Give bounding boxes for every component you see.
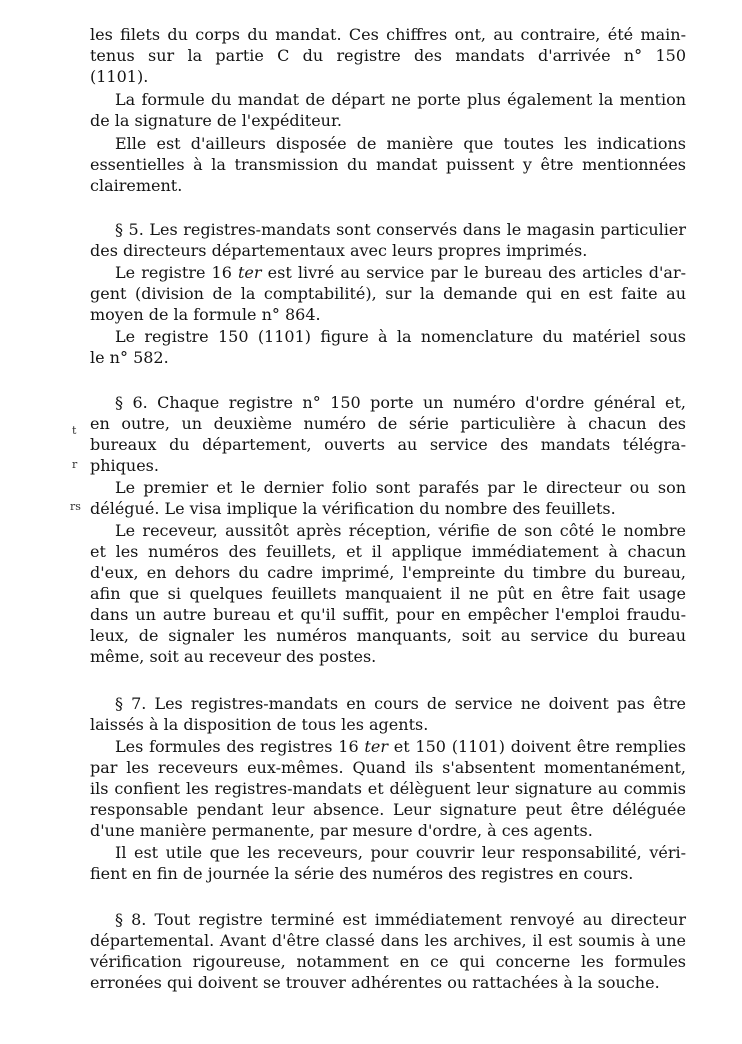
text-line: départemental. Avant d'être classé dans les archives, il est soumis à une <box>90 931 686 950</box>
text-line: vérification rigoureuse, notamment en ce qui concerne les formules <box>90 952 686 971</box>
text-line: Le receveur, aussitôt après réception, vérifie de son côté le nombre <box>115 521 686 540</box>
text-line: d'une manière permanente, par mesure d'ordre, à ces agents. <box>90 821 593 840</box>
text-line: Le premier et le dernier folio sont parafés par le directeur ou son <box>115 478 686 497</box>
text-line: Le registre 150 (1101) figure à la nomenclature du matériel sous <box>115 327 686 346</box>
text-line: même, soit au receveur des postes. <box>90 647 377 666</box>
text-line: et les numéros des feuillets, et il applique immédiatement à chacun <box>90 542 686 561</box>
text-line: délégué. Le visa implique la vérification du nombre des feuillets. <box>90 499 616 518</box>
section-6-heading: § 6. Chaque registre n° 150 porte un numéro d'ordre général et, <box>115 393 686 412</box>
text-line: afin que si quelques feuillets manquaient il ne pût en être fait usage <box>90 584 686 603</box>
text-line: clairement. <box>90 176 183 195</box>
text-line: Il est utile que les receveurs, pour couvrir leur responsabilité, véri- <box>115 843 686 862</box>
text-line: erronées qui doivent se trouver adhérentes ou rattachées à la souche. <box>90 973 660 992</box>
text-line: essentielles à la transmission du mandat puissent y être mentionnées <box>90 155 686 174</box>
text-line: des directeurs départementaux avec leurs propres imprimés. <box>90 241 588 260</box>
text-line: le n° 582. <box>90 348 169 367</box>
text-line: (1101). <box>90 67 149 86</box>
text-line: Le registre 16 ter est livré au service par le bureau des articles d'ar- <box>115 263 686 282</box>
text-line: fient en fin de journée la série des numéros des registres en cours. <box>90 864 634 883</box>
margin-mark: r <box>72 458 78 471</box>
text-line: d'eux, en dehors du cadre imprimé, l'empreinte du timbre du bureau, <box>90 563 686 582</box>
section-5-heading: § 5. Les registres-mandats sont conservés dans le magasin particulier <box>115 220 686 239</box>
margin-mark: rs <box>70 500 81 513</box>
text-line: leux, de signaler les numéros manquants, soit au service du bureau <box>90 626 686 645</box>
text-line: responsable pendant leur absence. Leur signature peut être déléguée <box>90 800 686 819</box>
emphasis-ter: ter <box>364 737 388 756</box>
text-line: gent (division de la comptabilité), sur la demande qui en est faite au <box>90 284 686 303</box>
text-line: phiques. <box>90 456 159 475</box>
margin-mark: t <box>72 424 77 437</box>
text-line: dans un autre bureau et qu'il suffit, pour en empêcher l'emploi fraudu- <box>90 605 686 624</box>
text-line: bureaux du département, ouverts au service des mandats télégra- <box>90 435 686 454</box>
section-7-heading: § 7. Les registres-mandats en cours de service ne doivent pas être <box>115 694 686 713</box>
text-line: les filets du corps du mandat. Ces chiffres ont, au contraire, été main- <box>90 25 686 44</box>
section-8-heading: § 8. Tout registre terminé est immédiatement renvoyé au directeur <box>115 910 686 929</box>
text-line: tenus sur la partie C du registre des mandats d'arrivée n° 150 <box>90 46 686 65</box>
emphasis-ter: ter <box>238 263 262 282</box>
text-line: laissés à la disposition de tous les agents. <box>90 715 429 734</box>
text-line: ils confient les registres-mandats et délèguent leur signature au commis <box>90 779 686 798</box>
text-line: de la signature de l'expéditeur. <box>90 111 342 130</box>
text-line: Les formules des registres 16 ter et 150 (1101) doivent être remplies <box>115 737 686 756</box>
text-line: par les receveurs eux-mêmes. Quand ils s'absentent momentanément, <box>90 758 686 777</box>
text-line: en outre, un deuxième numéro de série particulière à chacun des <box>90 414 686 433</box>
text-line: La formule du mandat de départ ne porte plus également la mention <box>115 90 686 109</box>
text-line: moyen de la formule n° 864. <box>90 305 321 324</box>
text-line: Elle est d'ailleurs disposée de manière que toutes les indications <box>115 134 686 153</box>
